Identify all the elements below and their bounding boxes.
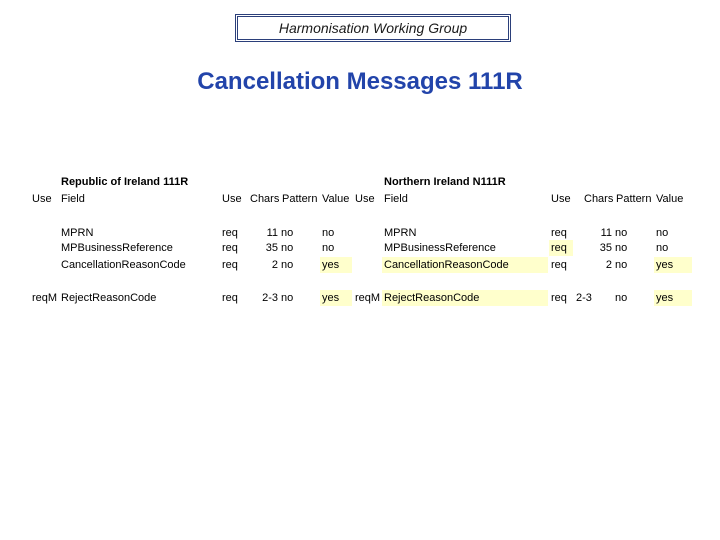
ni-col-use2: Use	[551, 193, 571, 205]
ni-row-use2: req	[551, 259, 567, 271]
roi-row-value: no	[322, 227, 335, 239]
roi-row-chars: 11	[266, 227, 278, 239]
ni-row-field: CancellationReasonCode	[382, 257, 548, 273]
roi-row-field: RejectReasonCode	[61, 292, 157, 304]
ni-col-use: Use	[355, 193, 375, 205]
ni-row-value: yes	[654, 257, 692, 273]
ni-row-value: yes	[654, 290, 692, 306]
ni-row-chars: 2-3	[576, 292, 592, 304]
ni-row-chars: 35	[599, 242, 612, 254]
roi-row-pattern: no	[281, 259, 294, 271]
ni-col-field: Field	[384, 193, 408, 205]
ni-col-value: Value	[656, 193, 684, 205]
banner: Harmonisation Working Group	[235, 14, 511, 42]
ni-row-pattern: no	[615, 227, 628, 239]
ni-row-pattern: no	[615, 259, 628, 271]
roi-row-chars: 2	[271, 259, 278, 271]
roi-col-chars: Chars	[250, 193, 280, 205]
ni-row-field: MPRN	[384, 227, 417, 239]
roi-row-use2: req	[222, 242, 238, 254]
ni-heading: Northern Ireland N111R	[384, 176, 506, 188]
roi-row-pattern: no	[281, 242, 294, 254]
ni-row-use2: req	[551, 292, 567, 304]
roi-col-use: Use	[32, 193, 52, 205]
roi-row-use: reqM	[32, 292, 58, 304]
roi-heading: Republic of Ireland 111R	[61, 176, 189, 188]
roi-col-field: Field	[61, 193, 85, 205]
ni-row-pattern: no	[615, 292, 628, 304]
roi-row-pattern: no	[281, 227, 294, 239]
page-title: Cancellation Messages 111R	[197, 68, 523, 95]
roi-row-use2: req	[222, 292, 238, 304]
ni-row-use2: req	[549, 240, 573, 256]
ni-row-field: MPBusinessReference	[384, 242, 496, 254]
roi-col-use2: Use	[222, 193, 242, 205]
roi-row-value: yes	[320, 257, 352, 273]
roi-row-pattern: no	[281, 292, 294, 304]
roi-col-pattern: Pattern	[282, 193, 318, 205]
roi-row-use2: req	[222, 227, 238, 239]
roi-row-field: CancellationReasonCode	[61, 259, 186, 271]
roi-col-value: Value	[322, 193, 350, 205]
ni-col-chars: Chars	[584, 193, 614, 205]
roi-row-use2: req	[222, 259, 238, 271]
ni-row-chars: 2	[605, 259, 612, 271]
roi-row-chars: 35	[265, 242, 278, 254]
ni-col-pattern: Pattern	[616, 193, 652, 205]
ni-row-field: RejectReasonCode	[382, 290, 548, 306]
ni-row-value: no	[656, 242, 669, 254]
ni-row-use2: req	[551, 227, 567, 239]
roi-row-value: yes	[320, 290, 352, 306]
roi-row-field: MPRN	[61, 227, 94, 239]
roi-row-value: no	[322, 242, 335, 254]
ni-row-value: no	[656, 227, 669, 239]
roi-row-field: MPBusinessReference	[61, 242, 173, 254]
ni-row-chars: 11	[600, 227, 612, 239]
ni-row-use: reqM	[355, 292, 381, 304]
roi-row-chars: 2-3	[262, 292, 278, 304]
ni-row-pattern: no	[615, 242, 628, 254]
